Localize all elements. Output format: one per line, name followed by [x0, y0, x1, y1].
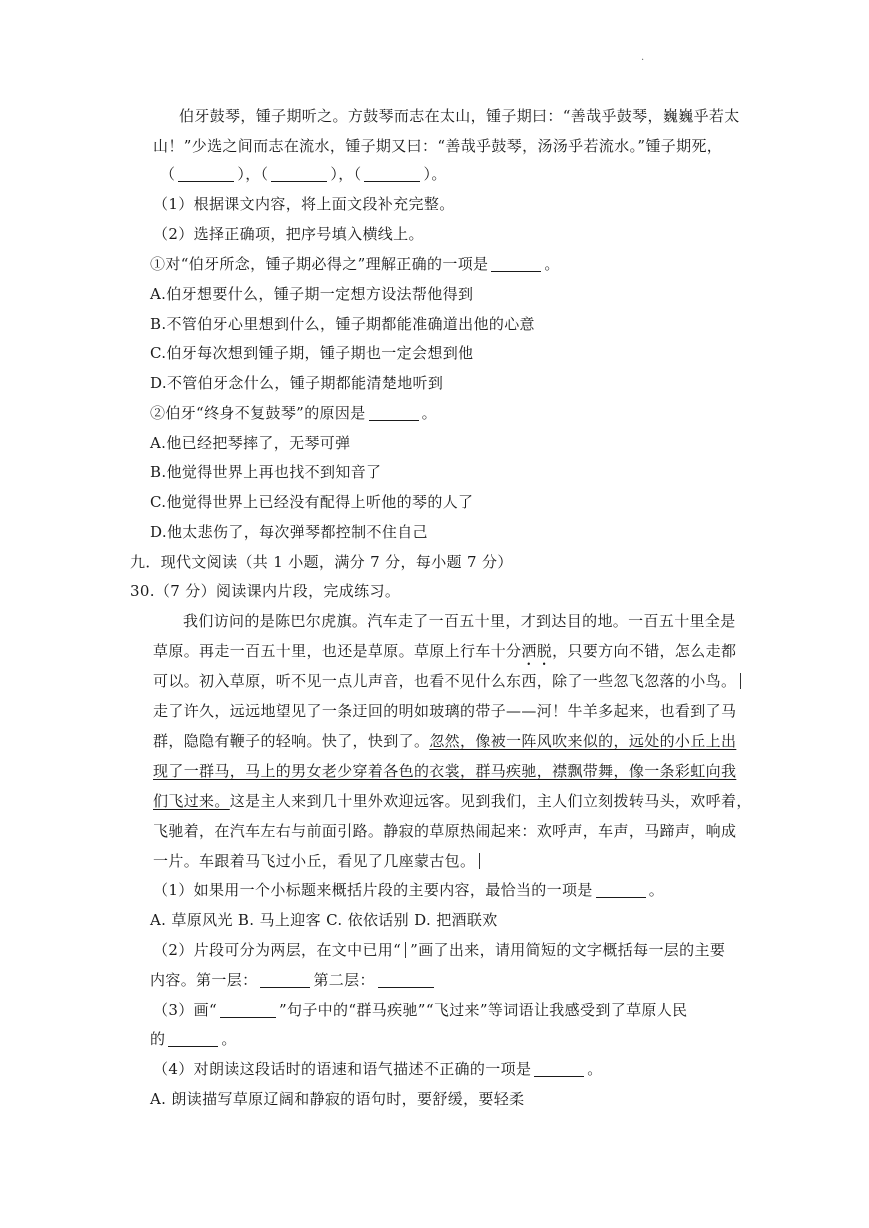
option-2b-D: D.他太悲伤了，每次弹琴都控制不住自己 — [150, 523, 428, 541]
section-9-heading: 九．现代文阅读（共 1 小题，满分 7 分，每小题 7 分） — [130, 553, 513, 571]
answer-blank-30-4[interactable] — [534, 1062, 584, 1077]
question-30-4-option-A: A. 朗读描写草原辽阔和静寂的语句时，要舒缓，要轻柔 — [150, 1090, 525, 1108]
answer-blank-2b[interactable] — [369, 406, 419, 421]
question-30-4: （4）对朗读这段话时的语速和语气描述不正确的一项是 。 — [153, 1060, 603, 1078]
answer-blank-layer-2[interactable] — [378, 973, 434, 988]
answer-blank-2[interactable] — [271, 167, 327, 182]
question-1: （1）根据课文内容，将上面文段补充完整。 — [153, 195, 455, 213]
option-2a-B: B.不管伯牙心里想到什么，锺子期都能准确道出他的心意 — [150, 315, 535, 333]
underlined-sentence-part-3: 们飞过来。 — [153, 792, 230, 810]
question-30-1-options: A. 草原风光 B. 马上迎客 C. 依依话别 D. 把酒联欢 — [150, 911, 498, 929]
question-2b-stem: ②伯牙“终身不复鼓琴”的原因是 。 — [150, 404, 437, 422]
passage2-line-3: 可以。初入草原，听不见一点儿声音，也看不见什么东西，除了一些忽飞忽落的小鸟。 — [153, 671, 745, 691]
option-2a-D: D.不管伯牙念什么，锺子期都能清楚地听到 — [150, 374, 444, 392]
question-2: （2）选择正确项，把序号填入横线上。 — [153, 225, 424, 243]
passage2-line-6 — [153, 761, 736, 781]
option-2b-B: B.他觉得世界上再也找不到知音了 — [150, 463, 382, 481]
question-30-2-line-1: （2）片段可分为两层，在文中已用“ ”画了出来，请用简短的文字概括每一层的主要 — [153, 941, 726, 959]
passage1-line-1: 伯牙鼓琴，锺子期听之。方鼓琴而志在太山，锺子期曰：“善哉乎鼓琴，巍巍乎若太 — [179, 107, 740, 125]
option-2a-A: A.伯牙想要什么，锺子期一定想方设法帮他得到 — [150, 285, 474, 303]
passage2-line-5: 群，隐隐有鞭子的轻响。快了，快到了。忽然，像被一阵风吹来似的，远处的小丘上出 — [153, 732, 737, 750]
underlined-sentence-part-2: 现了一群马，马上的男女老少穿着各色的衣裳，群马疾驰，襟飘带舞，像一条彩虹向我 — [153, 762, 737, 780]
divider-symbol — [405, 942, 406, 958]
passage2-line-4: 走了许久，远远地望见了一条迂回的明如玻璃的带子——河！牛羊多起来，也看到了马 — [153, 702, 737, 720]
passage1-line-2: 山！”少选之间而志在流水，锺子期又曰：“善哉乎鼓琴，汤汤乎若流水。”锺子期死， — [153, 137, 723, 155]
passage2-line-8: 飞驰着，在汽车左右与前面引路。静寂的草原热闹起来：欢呼声，车声，马蹄声，响成 — [153, 822, 737, 840]
answer-blank-30-1[interactable] — [596, 883, 646, 898]
answer-blank-layer-1[interactable] — [260, 973, 310, 988]
passage1-blanks-line: （ ），（ ），（ ）。 — [160, 165, 447, 183]
passage2-line-1: 我们访问的是陈巴尔虎旗。汽车走了一百五十里，才到达目的地。一百五十里全是 — [183, 612, 736, 630]
answer-blank-3[interactable] — [364, 167, 420, 182]
option-2a-C: C.伯牙每次想到锺子期，锺子期也一定会想到他 — [150, 344, 474, 362]
question-30-1: （1）如果用一个小标题来概括片段的主要内容，最恰当的一项是 。 — [153, 881, 665, 899]
answer-blank-2a[interactable] — [491, 257, 541, 272]
question-30-heading: 30.（7 分）阅读课内片段，完成练习。 — [130, 582, 401, 600]
question-30-3-line-2: 的 。 — [150, 1030, 237, 1048]
option-2b-A: A.他已经把琴摔了，无琴可弹 — [150, 434, 351, 452]
underlined-sentence-part-1: 忽然，像被一阵风吹来似的，远处的小丘上出 — [429, 732, 737, 750]
answer-blank-30-3[interactable] — [168, 1032, 218, 1047]
layer-divider-mark-2 — [479, 853, 480, 869]
answer-blank-1[interactable] — [178, 167, 234, 182]
passage2-line-2: 草原。再走一百五十里，也还是草原。草原上行车十分洒脱，只要方向不错，怎么走都 — [153, 642, 737, 660]
layer-divider-mark-1 — [740, 673, 741, 689]
passage2-line-9: 一片。车跟着马飞过小丘，看见了几座蒙古包。 — [153, 851, 484, 871]
passage2-line-7: 们飞过来。这是主人来到几十里外欢迎远客。见到我们，主人们立刻拨转马头，欢呼着， — [153, 792, 752, 810]
question-2a-stem: ①对“伯牙所念，锺子期必得之”理解正确的一项是 。 — [150, 255, 560, 273]
question-30-3-line-1: （3）画“ ”句子中的“群马疾驰”“飞过来”等词语让我感受到了草原人民 — [153, 1001, 688, 1019]
underline-sample — [220, 1003, 276, 1018]
corner-dot: . — [641, 52, 645, 63]
dotted-word: 洒脱 — [521, 642, 553, 660]
option-2b-C: C.他觉得世界上已经没有配得上听他的琴的人了 — [150, 493, 474, 511]
question-30-2-line-2: 内容。第一层： 第二层： — [150, 970, 437, 990]
